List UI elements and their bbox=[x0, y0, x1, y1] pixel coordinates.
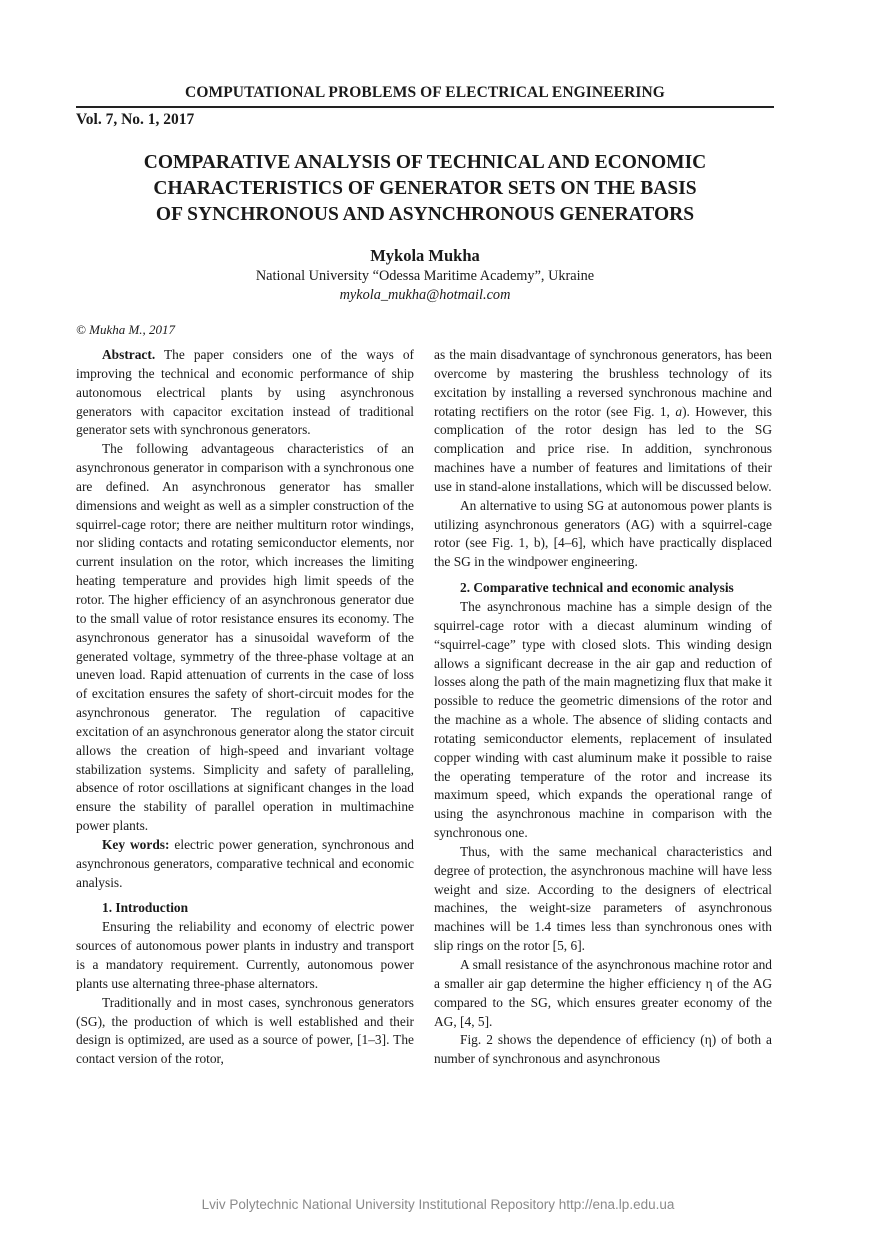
section-heading-introduction: 1. Introduction bbox=[102, 900, 189, 916]
section-heading-analysis: 2. Comparative technical and economic analysis bbox=[460, 580, 734, 596]
body-paragraph: A small resistance of the asynchronous machine rotor and a smaller air gap determine the higher efficiency η of the AG compared to the SG, which ensures greater economy of the AG, [4, 5]. bbox=[434, 957, 772, 1029]
right-column bbox=[434, 346, 772, 1069]
body-paragraph: Fig. 2 shows the dependence of efficiency (η) of both a number of synchronous and asynchronous bbox=[434, 1032, 772, 1067]
copyright-notice: © Mukha M., 2017 bbox=[76, 322, 176, 337]
abstract-paragraph-2: The following advantageous characteristics of an asynchronous generator in comparison with a synchronous one are defined. An asynchronous generator has smaller dimensions and weight as well as a simpler construction of the squirrel-cage rotor; there are neither multiturn rotor windings, nor sliding contacts and rotating semiconductor elements, nor current insulation on the rotor, which increases the limiting heating temperature and provides high limit speeds of the rotor. The higher efficiency of an asynchronous generator due to the small value of rotor resistance ensures its economy. The asynchronous generator has a sinusoidal waveform of the generated voltage, symmetry of the three-phase voltage at an uneven load. Rapid attenuation of currents in the case of loss of excitation ensures the safety of short-circuit modes for the asynchronous generator. The regulation of capacitive excitation of an asynchronous generator along the stator circuit allows the creation of high-speed and invariant voltage stabilization systems. Simplicity and safety of paralleling, absence of rotor oscillations at significant changes in the load ensure the stability of parallel operation in multimachine power plants. bbox=[76, 441, 414, 834]
body-paragraph: Ensuring the reliability and economy of electric power sources of autonomous power plants in industry and transport is a mandatory requirement. Currently, autonomous power plants use alternating three-phase alternators. bbox=[76, 919, 414, 991]
left-column bbox=[76, 346, 414, 1069]
body-paragraph: The asynchronous machine has a simple design of the squirrel-cage rotor with a diecast aluminum winding of “squirrel-cage” type with closed slots. This winding design allows a significant decrease in the air gap and reduction of losses along the path of the main magnetizing flux that make it possible to reduce the geometric dimensions of the rotor and the machine as a whole. The absence of sliding contacts and rotating semiconductor elements, replacement of insulated copper winding with cast aluminum make it possible to raise the operating temperature of the rotor and increase its maximum speed, which expands the operational range of using the asynchronous machine in comparison with the synchronous one. bbox=[434, 598, 772, 841]
body-paragraph: An alternative to using SG at autonomous power plants is utilizing asynchronous generators (AG) with a squirrel-cage rotor (see Fig. 1, b), [4–6], which have practically displaced the SG in the windpower engineering. bbox=[434, 497, 772, 570]
abstract-label: Abstract. bbox=[102, 347, 156, 362]
title-line: CHARACTERISTICS OF GENERATOR SETS ON THE BASIS bbox=[153, 178, 697, 199]
repository-footer[interactable]: Lviv Polytechnic National University Institutional Repository http://ena.lp.edu.ua bbox=[201, 1197, 675, 1212]
abstract-paragraph: Abstract. The paper considers one of the ways of improving the technical and economic performance of ship autonomous electrical plants by using asynchronous generators with capacitor excitation instead of traditional generator sets with synchronous generators. bbox=[76, 347, 414, 438]
keywords-label: Key words: bbox=[102, 836, 170, 852]
journal-name: COMPUTATIONAL PROBLEMS OF ELECTRICAL ENGINEERING bbox=[185, 84, 665, 101]
author-affiliation: National University “Odessa Maritime Academy”, Ukraine bbox=[255, 268, 595, 284]
title-line: COMPARATIVE ANALYSIS OF TECHNICAL AND ECONOMIC bbox=[143, 152, 707, 173]
body-paragraph: as the main disadvantage of synchronous generators, has been overcome by mastering the brushless technology of its excitation by installing a reversed synchronous machine and rotating rectifiers on the rotor (see Fig. 1, a). However, this complication of the rotor design has led to the SG complication and price rise. In addition, synchronous machines have a number of features and limitations of their use in stand-alone installations, which will be discussed below. bbox=[434, 347, 772, 494]
author-name: Mykola Mukha bbox=[370, 246, 480, 265]
body-paragraph: Traditionally and in most cases, synchronous generators (SG), the production of which is well established and their design is optimized, are used as a source of power, [1–3]. The contact version of the rotor, bbox=[76, 994, 414, 1067]
volume-info: Vol. 7, No. 1, 2017 bbox=[76, 111, 195, 128]
author-email[interactable]: mykola_mukha@hotmail.com bbox=[339, 287, 511, 303]
figure-ref: a bbox=[675, 403, 683, 419]
title-line: OF SYNCHRONOUS AND ASYNCHRONOUS GENERATORS bbox=[155, 204, 695, 225]
article-title bbox=[76, 150, 774, 228]
header-rule bbox=[76, 106, 774, 108]
body-paragraph: Thus, with the same mechanical characteristics and degree of protection, the asynchronous machine will have less weight and size. According to the designers of electrical machines, the weight-size parameters of asynchronous machines will be 1.4 times less than synchronous ones with slip rings on the rotor [5, 6]. bbox=[434, 843, 772, 954]
keywords-paragraph: Key words: electric power generation, synchronous and asynchronous generators, comparative technical and economic analysis. bbox=[76, 836, 414, 890]
